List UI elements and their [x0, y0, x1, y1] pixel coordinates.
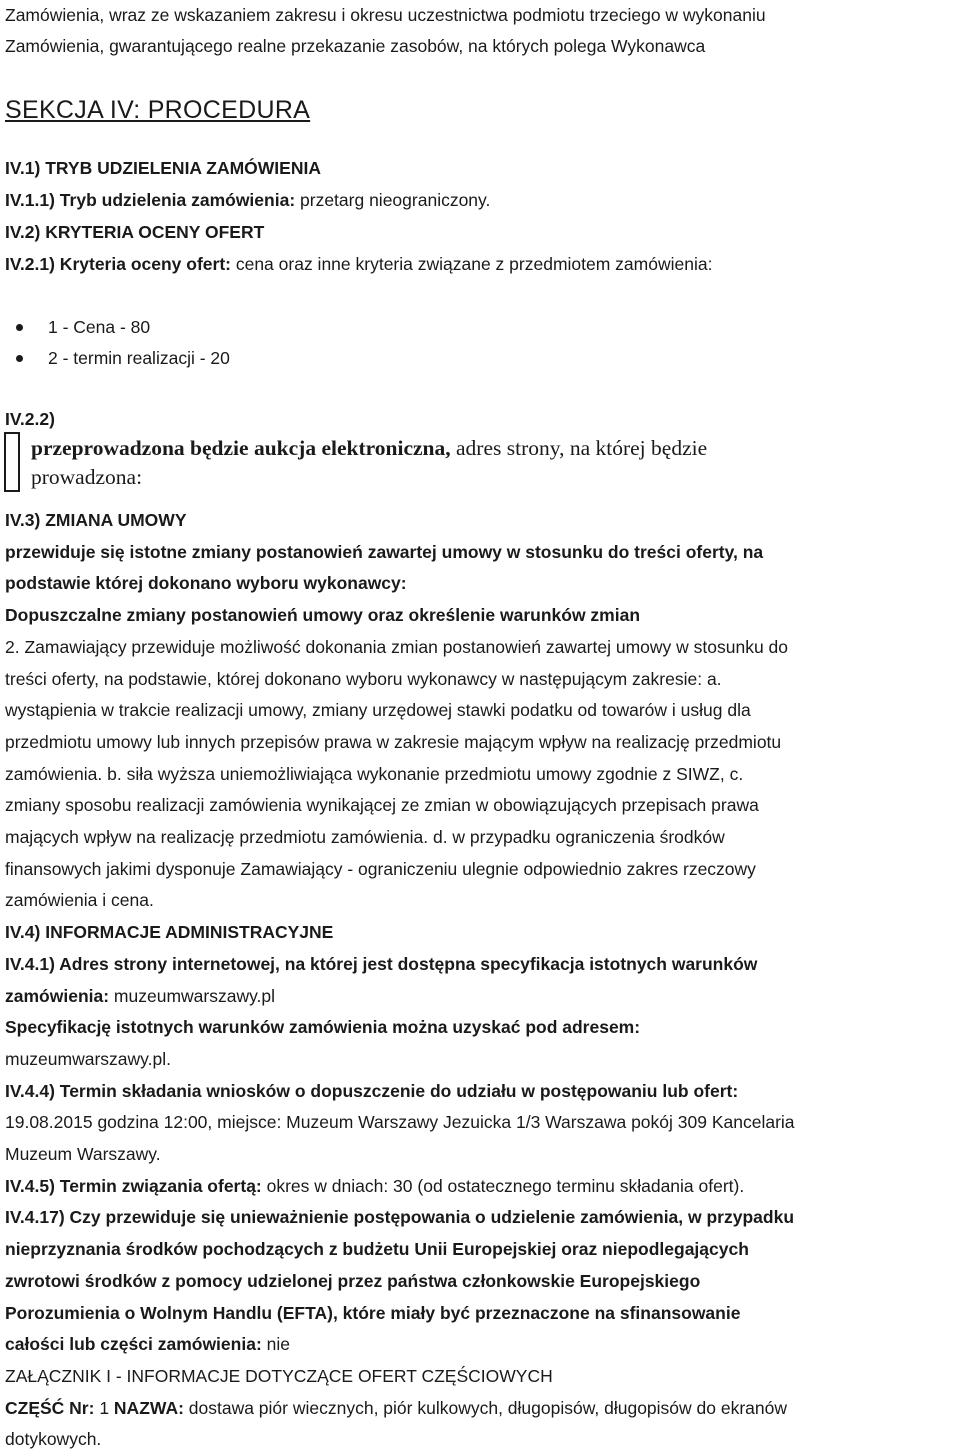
- procedure-block: [5, 152, 712, 280]
- iv3-bold-2: podstawie której dokonano wyboru wykonawcy:: [5, 573, 407, 594]
- iv11-label: IV.1.1) Tryb udzielenia zamówienia:: [5, 190, 296, 210]
- iv45-line: [5, 1171, 795, 1203]
- bullet-icon: [16, 324, 23, 331]
- section-title: SEKCJA IV: PROCEDURA: [5, 96, 311, 124]
- iv417-last-line: [5, 1329, 795, 1361]
- iv417-answer: nie: [261, 1334, 290, 1355]
- iv3-para-line: przedmiotu umowy lub innych przepisów prawa w zakresie mającym wpływ na realizację przedmiotu: [5, 731, 782, 752]
- iv417-line: IV.4.17) Czy przewiduje się unieważnienie postępowania o udzielenie zamówienia, w przypadku: [5, 1207, 795, 1228]
- auction-rest: adres strony, na której będzie: [450, 436, 708, 460]
- list-item: [48, 312, 230, 343]
- part-number: 1: [94, 1397, 114, 1418]
- iv417-last-label: całości lub części zamówienia:: [5, 1334, 262, 1355]
- iv4-heading: IV.4) INFORMACJE ADMINISTRACYJNE: [5, 922, 334, 943]
- auction-text: [31, 434, 707, 492]
- main-text-block: [5, 505, 795, 1456]
- bullet-icon: [16, 355, 23, 362]
- auction-line-2: prowadzona:: [31, 465, 143, 489]
- iv1-heading: IV.1) TRYB UDZIELENIA ZAMÓWIENIA: [5, 158, 321, 178]
- part-label: CZĘŚĆ Nr:: [5, 1397, 95, 1418]
- criterion-text: 2 - termin realizacji - 20: [48, 348, 230, 368]
- spec-url: muzeumwarszawy.pl.: [5, 1048, 171, 1069]
- annex-title: ZAŁĄCZNIK I - INFORMACJE DOTYCZĄCE OFERT CZĘŚCIOWYCH: [5, 1365, 553, 1386]
- intro-paragraph: [5, 0, 766, 62]
- iv41-url: muzeumwarszawy.pl: [109, 985, 276, 1006]
- iv417-line: Porozumienia o Wolnym Handlu (EFTA), które miały być przeznaczone na sfinansowanie: [5, 1302, 741, 1323]
- auction-checkbox[interactable]: [4, 432, 20, 492]
- iv3-bold-3: Dopuszczalne zmiany postanowień umowy oraz określenie warunków zmian: [5, 605, 641, 626]
- iv2-heading: IV.2) KRYTERIA OCENY OFERT: [5, 222, 265, 242]
- iv21-label: IV.2.1) Kryteria oceny ofert:: [5, 254, 231, 274]
- criterion-text: 1 - Cena - 80: [48, 317, 151, 337]
- iv11-value: przetarg nieograniczony.: [295, 190, 491, 210]
- intro-line-1: Zamówienia, wraz ze wskazaniem zakresu i okresu uczestnictwa podmiotu trzeciego w wykonaniu: [5, 5, 766, 25]
- iv44-label: IV.4.4) Termin składania wniosków o dopuszczenie do udziału w postępowaniu lub ofert:: [5, 1080, 739, 1101]
- iv3-para-line: mających wpływ na realizację przedmiotu zamówienia. d. w przypadku ograniczenia środków: [5, 827, 725, 848]
- iv11-line: [5, 184, 712, 216]
- iv41-label: zamówienia:: [5, 985, 110, 1006]
- name-value: dostawa piór wiecznych, piór kulkowych, długopisów, długopisów do ekranów: [183, 1397, 788, 1418]
- intro-line-2: Zamówienia, gwarantującego realne przekazanie zasobów, na których polega Wykonawca: [5, 36, 706, 56]
- iv44-value-1: 19.08.2015 godzina 12:00, miejsce: Muzeum Warszawy Jezuicka 1/3 Warszawa pokój 309 Kancelaria: [5, 1112, 795, 1133]
- iv41-line-1: IV.4.1) Adres strony internetowej, na której jest dostępna specyfikacja istotnych warunków: [5, 953, 758, 974]
- iv21-value: cena oraz inne kryteria związane z przedmiotem zamówienia:: [230, 254, 713, 274]
- spec-label: Specyfikację istotnych warunków zamówienia można uzyskać pod adresem:: [5, 1017, 641, 1038]
- iv3-para-line: finansowych jakimi dysponuje Zamawiający - ograniczeniu ulegnie odpowiednio zakres rzeczowy: [5, 858, 756, 879]
- iv44-value-2: Muzeum Warszawy.: [5, 1144, 161, 1165]
- iv417-line: zwrotowi środków z pomocy udzielonej przez państwa członkowskie Europejskiego: [5, 1270, 701, 1291]
- iv3-para-line: 2. Zamawiający przewiduje możliwość dokonania zmian postanowień zawartej umowy w stosunku do: [5, 636, 789, 657]
- name-value-2: dotykowych.: [5, 1429, 102, 1450]
- criteria-list: [0, 312, 230, 374]
- list-item: [48, 343, 230, 374]
- auction-bold: przeprowadzona będzie aukcja elektroniczna,: [31, 436, 451, 460]
- iv41-line-2: [5, 981, 795, 1013]
- iv3-para-line: zmiany sposobu realizacji zamówienia wynikającej ze zmian w obowiązujących przepisach prawa: [5, 795, 759, 816]
- iv45-label: IV.4.5) Termin związania ofertą:: [5, 1175, 262, 1196]
- name-label: NAZWA:: [113, 1397, 184, 1418]
- iv3-para-line: zamówienia. b. siła wyższa uniemożliwiająca wykonanie przedmiotu umowy zgodnie z SIWZ, c.: [5, 763, 744, 784]
- iv3-para-line: treści oferty, na podstawie, której dokonano wyboru wykonawcy w następującym zakresie: a.: [5, 668, 722, 689]
- iv22-label: IV.2.2): [5, 409, 55, 429]
- iv3-para-line: wystąpienia w trakcie realizacji umowy, zmiany urzędowej stawki podatku od towarów i usług dla: [5, 700, 751, 721]
- iv45-value: okres w dniach: 30 (od ostatecznego terminu składania ofert).: [261, 1175, 745, 1196]
- iv3-heading: IV.3) ZMIANA UMOWY: [5, 510, 187, 530]
- iv417-line: nieprzyznania środków pochodzących z budżetu Unii Europejskiej oraz niepodlegających: [5, 1239, 749, 1260]
- iv3-bold-1: przewiduje się istotne zmiany postanowień zawartej umowy w stosunku do treści oferty, na: [5, 541, 764, 562]
- iv21-line: [5, 248, 712, 280]
- iv3-para-line: zamówienia i cena.: [5, 890, 154, 911]
- annex-part-line: [5, 1393, 795, 1425]
